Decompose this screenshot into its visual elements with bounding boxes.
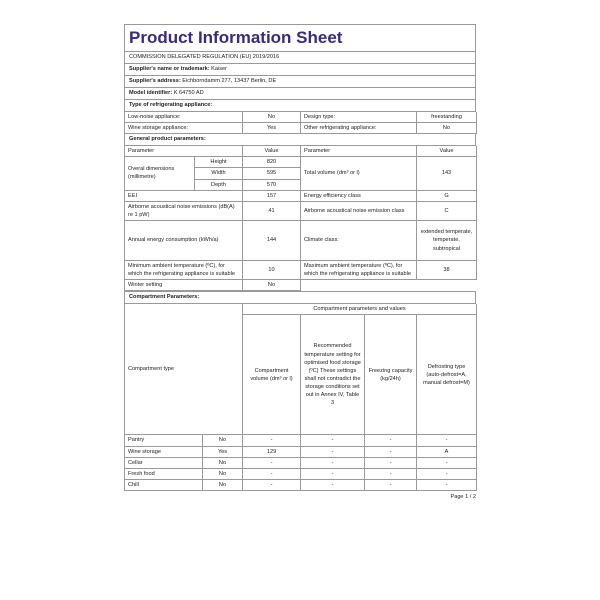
table-row — [125, 446, 477, 457]
general-heading: General product parameters: — [124, 134, 476, 146]
table-row — [125, 146, 477, 157]
climate-label: Climate class: — [301, 220, 417, 260]
compartment-volume: - — [243, 479, 301, 490]
aec-label: Annual energy consumption (kWh/a) — [125, 220, 243, 260]
page-number: Page 1 / 2 — [450, 493, 476, 500]
col-header-compartment-type: Compartment type — [125, 304, 243, 435]
table-row — [125, 457, 477, 468]
compartment-name: Fresh food — [125, 468, 203, 479]
model-row — [124, 88, 476, 100]
compartment-freezing: - — [365, 468, 417, 479]
compartment-present: No — [203, 479, 243, 490]
col-header-group: Compartment parameters and values — [243, 304, 477, 315]
compartment-present: Yes — [203, 446, 243, 457]
height-label: Height — [195, 157, 243, 168]
table-row — [125, 112, 477, 123]
sheet-title: Product Information Sheet — [124, 24, 476, 51]
width-label: Width — [195, 168, 243, 179]
compartment-volume: - — [243, 435, 301, 446]
general-table — [124, 146, 477, 291]
compartment-freezing: - — [365, 446, 417, 457]
eei-value: 157 — [243, 190, 301, 201]
eei-label: EEI — [125, 190, 243, 201]
type-label: Wine storage appliance: — [125, 123, 243, 134]
compartment-heading: Compartment Parameters: — [124, 291, 476, 304]
eec-value: G — [417, 190, 477, 201]
address-label: Supplier's address: — [129, 78, 181, 84]
eec-label: Energy efficiency class — [301, 190, 417, 201]
aec-value: 144 — [243, 220, 301, 260]
type-heading: Type of refrigerating appliance: — [124, 100, 476, 112]
model-value: K 64750 AD — [173, 90, 204, 96]
supplier-value: Kaiser — [211, 66, 228, 72]
compartment-present: No — [203, 457, 243, 468]
address-row — [124, 76, 476, 88]
compartment-defrost: - — [417, 479, 477, 490]
table-row — [125, 123, 477, 134]
model-label: Model identifier: — [129, 90, 173, 96]
depth-value: 570 — [243, 179, 301, 190]
table-row — [125, 260, 477, 279]
noise-class-label: Airborne acoustical noise emission class — [301, 201, 417, 220]
compartment-defrost: - — [417, 457, 477, 468]
table-row — [125, 468, 477, 479]
compartment-volume: - — [243, 457, 301, 468]
total-volume-label: Total volume (dm³ or l) — [301, 157, 417, 190]
table-row — [125, 157, 477, 168]
product-info-sheet — [124, 24, 476, 500]
address-value: Eichborndamm 277, 13437 Berlin, DE — [182, 78, 277, 84]
compartment-defrost: - — [417, 468, 477, 479]
compartment-temp: - — [301, 457, 365, 468]
compartment-table — [124, 304, 477, 491]
climate-value: extended temperate, temperate, subtropical — [417, 220, 477, 260]
compartment-temp: - — [301, 435, 365, 446]
type-value: No — [417, 123, 477, 134]
compartment-present: No — [203, 468, 243, 479]
height-value: 820 — [243, 157, 301, 168]
table-row — [125, 280, 477, 291]
col-header-temperature: Recommended temperature setting for optimised food storage (ºC) These settings shall not contradict the storage conditions set out in Annex IV, Table 3 — [301, 315, 365, 435]
table-row — [125, 304, 477, 315]
type-label: Low-noise appliance: — [125, 112, 243, 123]
compartment-temp: - — [301, 446, 365, 457]
noise-class-value: C — [417, 201, 477, 220]
noise-value: 41 — [243, 201, 301, 220]
supplier-label: Supplier's name or trademark: — [129, 66, 210, 72]
type-label: Design type: — [301, 112, 417, 123]
compartment-temp: - — [301, 468, 365, 479]
overall-dimensions-label: Overal dimensions (millimetre) — [125, 157, 195, 190]
col-header-volume: Compartment volume (dm³ or l) — [243, 315, 301, 435]
table-row — [125, 220, 477, 260]
col-header-parameter: Parameter — [125, 146, 243, 157]
total-volume-value: 143 — [417, 157, 477, 190]
type-label: Other refrigerating appliance: — [301, 123, 417, 134]
supplier-row — [124, 64, 476, 76]
type-table — [124, 112, 477, 134]
compartment-name: Cellar — [125, 457, 203, 468]
compartment-name: Chill — [125, 479, 203, 490]
col-header-value: Value — [417, 146, 477, 157]
col-header-parameter: Parameter — [301, 146, 417, 157]
compartment-name: Wine storage — [125, 446, 203, 457]
winter-label: Winter setting — [125, 280, 243, 291]
table-row — [125, 479, 477, 490]
compartment-present: No — [203, 435, 243, 446]
min-temp-value: 10 — [243, 260, 301, 279]
col-header-value: Value — [243, 146, 301, 157]
compartment-freezing: - — [365, 435, 417, 446]
empty-cell — [301, 280, 477, 291]
max-temp-label: Maximum ambient temperature (ºC), for which the refrigerating appliance is suitable — [301, 260, 417, 279]
col-header-freezing: Freezing capacity (kg/24h) — [365, 315, 417, 435]
min-temp-label: Minimum ambient temperature (ºC), for which the refrigerating appliance is suitable — [125, 260, 243, 279]
table-row — [125, 190, 477, 201]
type-value: freestanding — [417, 112, 477, 123]
compartment-defrost: A — [417, 446, 477, 457]
noise-label: Airborne acoustical noise emissions (dB(A) re 1 pW) — [125, 201, 243, 220]
compartment-volume: - — [243, 468, 301, 479]
depth-label: Depth — [195, 179, 243, 190]
width-value: 595 — [243, 168, 301, 179]
regulation-line: COMMISSION DELEGATED REGULATION (EU) 2019/2016 — [124, 51, 476, 64]
winter-value: No — [243, 280, 301, 291]
compartment-volume: 129 — [243, 446, 301, 457]
compartment-freezing: - — [365, 457, 417, 468]
type-value: Yes — [243, 123, 301, 134]
type-value: No — [243, 112, 301, 123]
compartment-temp: - — [301, 479, 365, 490]
table-row — [125, 201, 477, 220]
col-header-defrost: Defrosting type (auto-defrost=A, manual defrost=M) — [417, 315, 477, 435]
compartment-defrost: - — [417, 435, 477, 446]
table-row — [125, 435, 477, 446]
compartment-freezing: - — [365, 479, 417, 490]
compartment-name: Pantry — [125, 435, 203, 446]
max-temp-value: 38 — [417, 260, 477, 279]
